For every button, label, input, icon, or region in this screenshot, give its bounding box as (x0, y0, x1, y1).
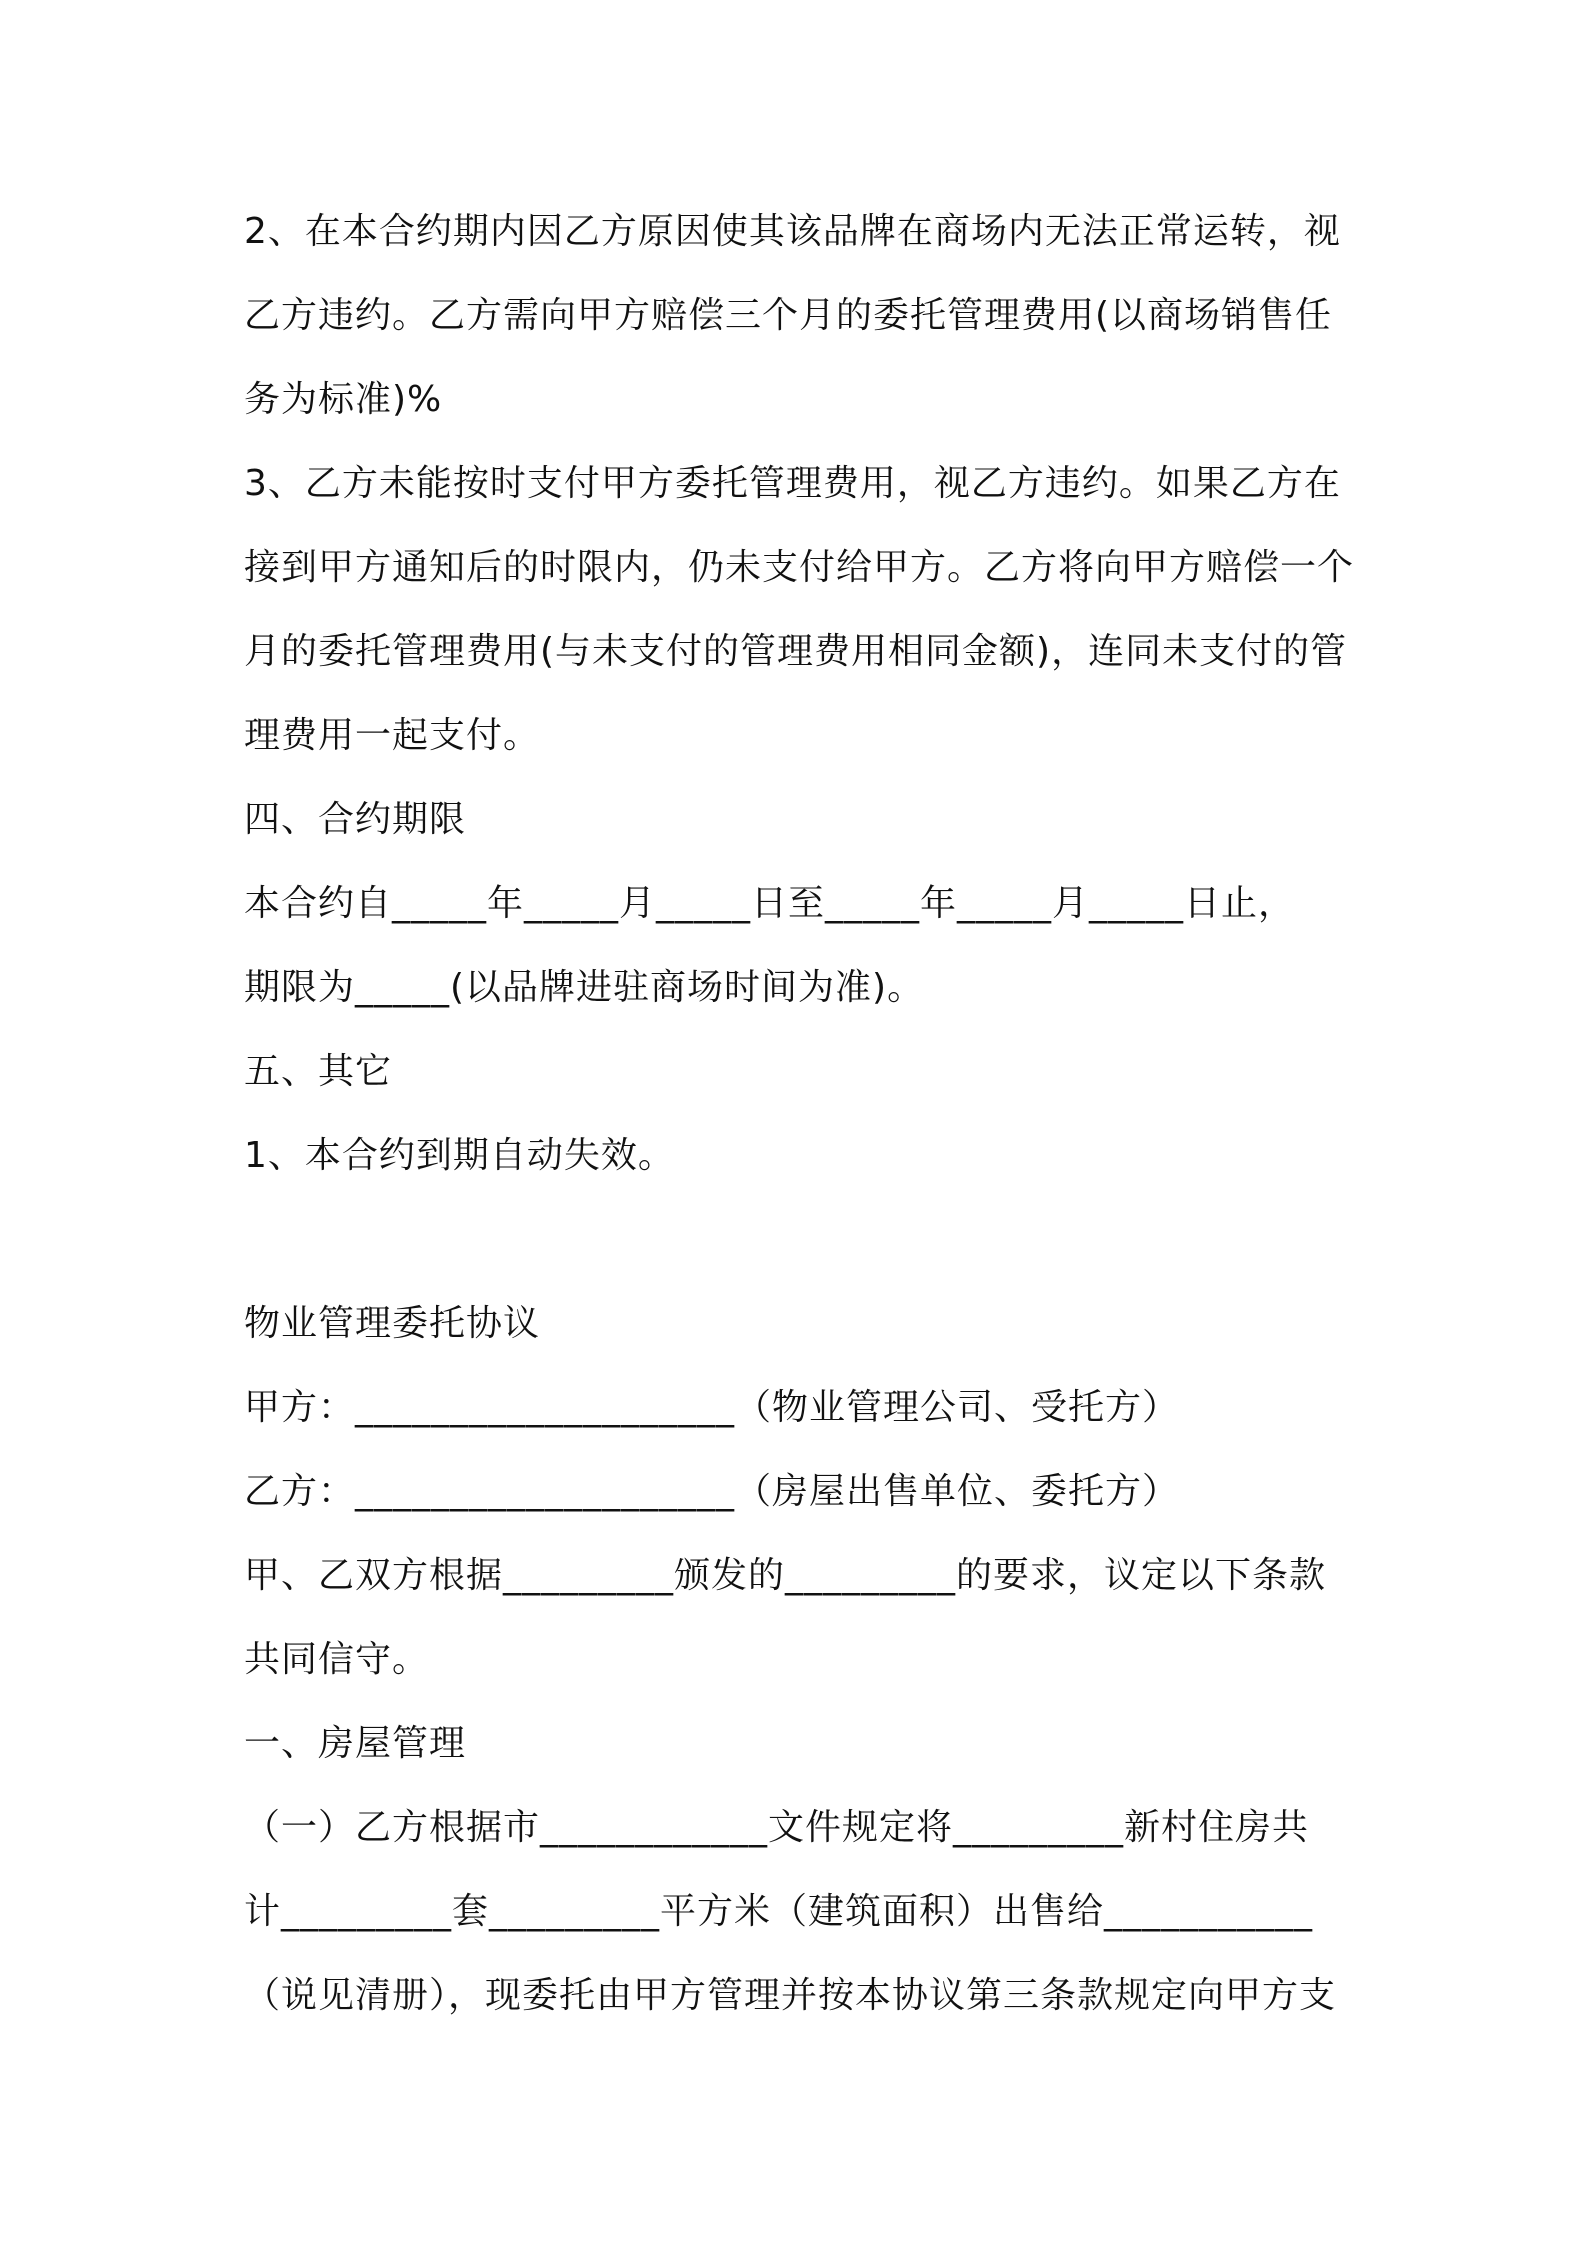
text-line: 乙方违约。乙方需向甲方赔偿三个月的委托管理费用(以商场销售任 (244, 295, 1333, 336)
paragraph-gap (244, 1198, 1364, 1282)
section-heading: 一、房屋管理 (244, 1723, 467, 1764)
party-a-line: 甲方：____________________（物业管理公司、受托方） (244, 1387, 1180, 1428)
text-line: 3、乙方未能按时支付甲方委托管理费用，视乙方违约。如果乙方在 (244, 463, 1341, 504)
text-line: 接到甲方通知后的时限内，仍未支付给甲方。乙方将向甲方赔偿一个 (244, 547, 1355, 588)
text-line: 2、在本合约期内因乙方原因使其该品牌在商场内无法正常运转，视 (244, 211, 1341, 252)
section-heading: 五、其它 (244, 1051, 393, 1092)
party-b-line: 乙方：____________________（房屋出售单位、委托方） (244, 1471, 1180, 1512)
text-line: 月的委托管理费用(与未支付的管理费用相同金额)，连同未支付的管 (244, 631, 1348, 672)
text-line: 1、本合约到期自动失效。 (244, 1135, 675, 1176)
text-line: 计_________套_________平方米（建筑面积）出售给___________ (244, 1891, 1314, 1932)
document-title: 物业管理委托协议 (244, 1303, 541, 1344)
text-line: 期限为_____(以品牌进驻商场时间为准)。 (244, 967, 925, 1008)
text-line: （一）乙方根据市____________文件规定将_________新村住房共 (244, 1807, 1310, 1848)
section-heading: 四、合约期限 (244, 799, 467, 840)
text-line: 理费用一起支付。 (244, 715, 541, 756)
text-line: 本合约自_____年_____月_____日至_____年_____月_____日止， (244, 883, 1296, 924)
text-line: （说见清册），现委托由甲方管理并按本协议第三条款规定向甲方支 (244, 1975, 1337, 2016)
text-line: 甲、乙双方根据_________颁发的_________的要求，议定以下条款 (244, 1555, 1327, 1596)
document-body (244, 190, 1364, 2038)
text-line: 务为标准)% (244, 379, 443, 420)
text-line: 共同信守。 (244, 1639, 430, 1680)
